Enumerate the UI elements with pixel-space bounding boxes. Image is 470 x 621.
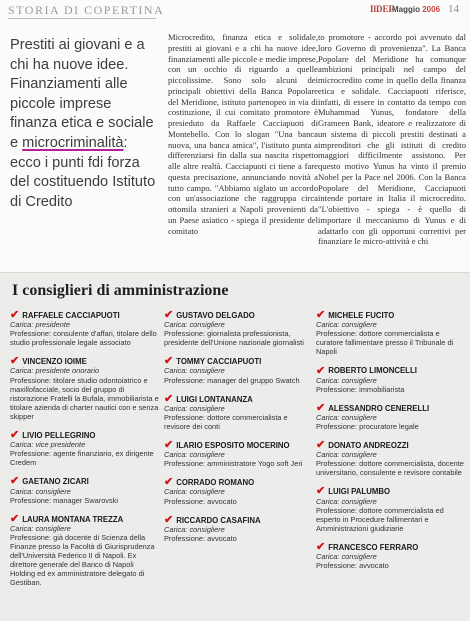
checkmark-icon: ✔: [316, 401, 326, 414]
member-role: Carica: consigliere: [316, 375, 377, 385]
member-name: CORRADO ROMANO: [176, 478, 255, 488]
board-member: [164, 311, 314, 347]
member-name: VINCENZO IOIME: [22, 357, 87, 367]
member-role: Carica: consigliere: [164, 366, 225, 376]
member-name-row: [164, 513, 314, 526]
board-member: [10, 311, 160, 347]
checkmark-icon: ✔: [164, 355, 174, 368]
member-name: LUIGI PALUMBO: [328, 487, 391, 497]
member-profession: Professione: amministratore Yogo soft Jeri: [164, 459, 303, 469]
member-profession: Professione: agente finanziario, ex dirigente Credem: [10, 449, 154, 468]
board-member: [316, 540, 466, 571]
member-name-row: [316, 487, 466, 496]
member-role: Carica: consigliere: [316, 496, 377, 506]
member-name: FRANCESCO FERRARO: [328, 542, 419, 552]
member-name: LIVIO PELLEGRINO: [22, 431, 96, 441]
board-member: [164, 478, 314, 505]
board-member: [316, 311, 466, 356]
checkmark-icon: ✔: [164, 309, 174, 322]
member-role: Carica: consigliere: [164, 320, 225, 330]
member-role: Carica: consigliere: [10, 486, 71, 496]
board-member: [10, 512, 160, 588]
checkmark-icon: ✔: [164, 513, 174, 526]
board-member: [10, 431, 160, 467]
board-member: [316, 441, 466, 477]
member-name: ROBERTO LIMONCELLI: [328, 366, 417, 376]
member-name: MICHELE FUCITO: [328, 311, 395, 320]
board-column-3: [316, 311, 466, 580]
member-name: RAFFAELE CACCIAPUOTI: [22, 311, 120, 320]
member-name: ILARIO ESPOSITO MOCERINO: [176, 441, 290, 451]
member-role: Carica: consigliere: [10, 523, 71, 533]
member-profession: Professione: dottore commercialista, docente universitario, consulente e revisore contabile: [316, 459, 464, 478]
member-name-row: [316, 311, 466, 320]
board-column-1: [10, 311, 160, 597]
member-role: Carica: consigliere: [316, 450, 377, 460]
board-box: [0, 272, 470, 621]
headline-highlight: microcriminalità: [22, 134, 124, 151]
member-profession: Professione: dottore commercialista ed esperto in Procedure fallimentari e Amministrazioni giudiziarie: [316, 505, 444, 533]
member-role: Carica: consigliere: [316, 412, 377, 422]
board-column-2: [164, 311, 314, 553]
checkmark-icon: ✔: [164, 439, 174, 452]
member-name: GUSTAVO DELGADO: [176, 311, 255, 320]
member-name-row: [316, 366, 466, 375]
member-role: Carica: presidente onorario: [10, 366, 100, 376]
checkmark-icon: ✔: [316, 364, 326, 377]
member-role: Carica: consigliere: [316, 320, 377, 330]
member-name: GAETANO ZICARI: [22, 477, 89, 487]
member-profession: Professione: avvocato: [164, 533, 237, 543]
checkmark-icon: ✔: [10, 355, 20, 368]
member-role: Carica: consigliere: [164, 403, 225, 413]
member-role: Carica: consigliere: [164, 524, 225, 534]
member-name: LUIGI LONTANANZA: [176, 394, 253, 404]
member-name-row: [10, 431, 160, 440]
checkmark-icon: ✔: [316, 439, 326, 452]
section-rule: [8, 18, 156, 19]
issue-month: Maggio: [392, 5, 420, 14]
member-name-row: [164, 441, 314, 450]
headline: [10, 36, 160, 212]
member-name-row: [164, 392, 314, 405]
board-member: [316, 401, 466, 431]
member-name-row: [164, 357, 314, 366]
issue-year: 2006: [422, 5, 441, 14]
member-role: Carica: consigliere: [164, 487, 225, 497]
issue-date: [392, 5, 440, 14]
member-profession: Professione: manager del gruppo Swatch: [164, 375, 300, 385]
member-name-row: [10, 477, 160, 486]
member-name-row: [316, 441, 466, 450]
member-profession: Professione: titolare studio odontoiatrico e maxillofacciale, socio del gruppo di ristorazione Fratelli la Bufala, immobiliarista e titolare azienda di charter nautici con e senza skipper: [10, 375, 159, 421]
member-name-row: [10, 512, 160, 525]
board-member: [164, 513, 314, 543]
board-member: [164, 392, 314, 431]
checkmark-icon: ✔: [10, 309, 20, 322]
member-role: Carica: consigliere: [164, 450, 225, 460]
member-profession: Professione: già docente di Scienza della Finanze presso la Facoltà di Giurisprudenza dell'Università Federico II di Napoli. Ex direttore generale del Banco di Napoli Holding ed ex amministratore delegato di Gestiban.: [10, 532, 155, 588]
checkmark-icon: ✔: [10, 512, 20, 525]
member-name-row: [10, 357, 160, 366]
member-profession: Professione: dottore commercialista e revisore dei conti: [164, 412, 288, 431]
member-profession: Professione: immobiliarista: [316, 384, 405, 394]
member-profession: Professione: consulente d'affari, titolare dello studio professionale legale associato: [10, 329, 157, 348]
member-name: LAURA MONTANA TREZZA: [22, 514, 124, 524]
board-member: [164, 357, 314, 384]
checkmark-icon: ✔: [164, 392, 174, 405]
member-role: Carica: vice presidente: [10, 440, 86, 450]
member-name: DONATO ANDREOZZI: [328, 441, 409, 451]
board-member: [164, 441, 314, 468]
member-role: Carica: presidente: [10, 320, 70, 330]
member-profession: Professione: avvocato: [316, 561, 389, 571]
checkmark-icon: ✔: [10, 475, 20, 488]
member-name-row: [164, 311, 314, 320]
board-member: [10, 477, 160, 504]
page-number: 14: [448, 3, 459, 15]
checkmark-icon: ✔: [10, 429, 20, 442]
member-name: RICCARDO CASAFINA: [176, 515, 261, 525]
headline-text-after: : ecco i punti fdi forza del costituendo Istituto di Credito: [10, 134, 156, 210]
board-member: [10, 357, 160, 421]
member-name-row: [316, 540, 466, 553]
member-profession: Professione: procuratore legale: [316, 421, 419, 431]
member-name: ALESSANDRO CENERELLI: [328, 403, 430, 413]
member-name: TOMMY CACCIAPUOTI: [176, 357, 262, 367]
member-profession: Professione: dottore commercialista e curatore fallimentare presso il Tribunale di Napoli: [316, 329, 454, 357]
section-label: STORIA DI COPERTINA: [8, 3, 165, 17]
headline-text-before: Prestiti ai giovani e a chi ha nuove idee. Finanziamenti alle piccole imprese finanza etica e sociale e: [10, 37, 154, 151]
board-member: [316, 366, 466, 393]
member-role: Carica: consigliere: [316, 551, 377, 561]
magazine-logo: IlDEF: [370, 4, 395, 14]
member-name-row: [10, 311, 160, 320]
board-title: I consiglieri di amministrazione: [12, 282, 229, 299]
member-profession: Professione: manager Swarovski: [10, 495, 119, 505]
member-name-row: [164, 478, 314, 487]
checkmark-icon: ✔: [316, 309, 326, 322]
article-column-1: Microcredito, finanza etica e solidale, prestiti ai giovani e a chi ha nuove idee, finanziamenti alle piccole e medie imprese, con un occhio di riguardo a quelle piccolissime. Sono solo alcuni dei principali obiettivi della Banca Popolare del Meridione, istituto partenopeo in via di costituzione, il cui comitato promotore è presieduto da Raffaele Cacciapuoti di Montebello. Con lo slogan "Una banca nuova, una banca amica", l'istituto punta a differenziarsi fin dalla sua nascita rispetto alle altre realtà. Cacciapuoti ci tiene a fare questa precisazione, annunciando novità a tutto campo. "Abbiamo siglato un accordo con un'associazione che raggruppa circa ottomila stranieri a Napoli provenienti da un Paese asiatico - spiega il presidente del comitato: [168, 32, 318, 236]
checkmark-icon: ✔: [316, 540, 326, 553]
article-column-2: to promotore - accordo poi avvenuto dal loro Governo di provenienza". La Banca Popolare del Meridione ha comunque ambizioni principali nel campo del microcredito come in quello della finanza etica e solidale. Cacciapuoti riferisce, infatti, di essere in contatto da tempo con Muhammad Yunus, fondatore della Grameen Bank, ideatore e realizzatore di un sistema di piccoli prestiti destinati a imprenditori che gli istituti di credito maggiori difficilmente assistono. Per questo motivo Yunus ha vinto il premio Nobel per la Pace nel 2006. Con la Banca Popolare del Meridione, Cacciapuoti intende portare in Italia il microcredito. "L'obiettivo - spiega - è quello di importare il meccanismo di Yunus e di adattarlo con gli opportuni correttivi per finanziare le micro-attività e chi: [318, 32, 466, 247]
checkmark-icon: ✔: [164, 476, 174, 489]
board-member: [316, 487, 466, 532]
checkmark-icon: ✔: [316, 485, 326, 498]
member-profession: Professione: giornalista professionista, presidente dell'Unione nazionale giornalisti: [164, 329, 304, 348]
member-name-row: [316, 401, 466, 414]
member-profession: Professione: avvocato: [164, 496, 237, 506]
